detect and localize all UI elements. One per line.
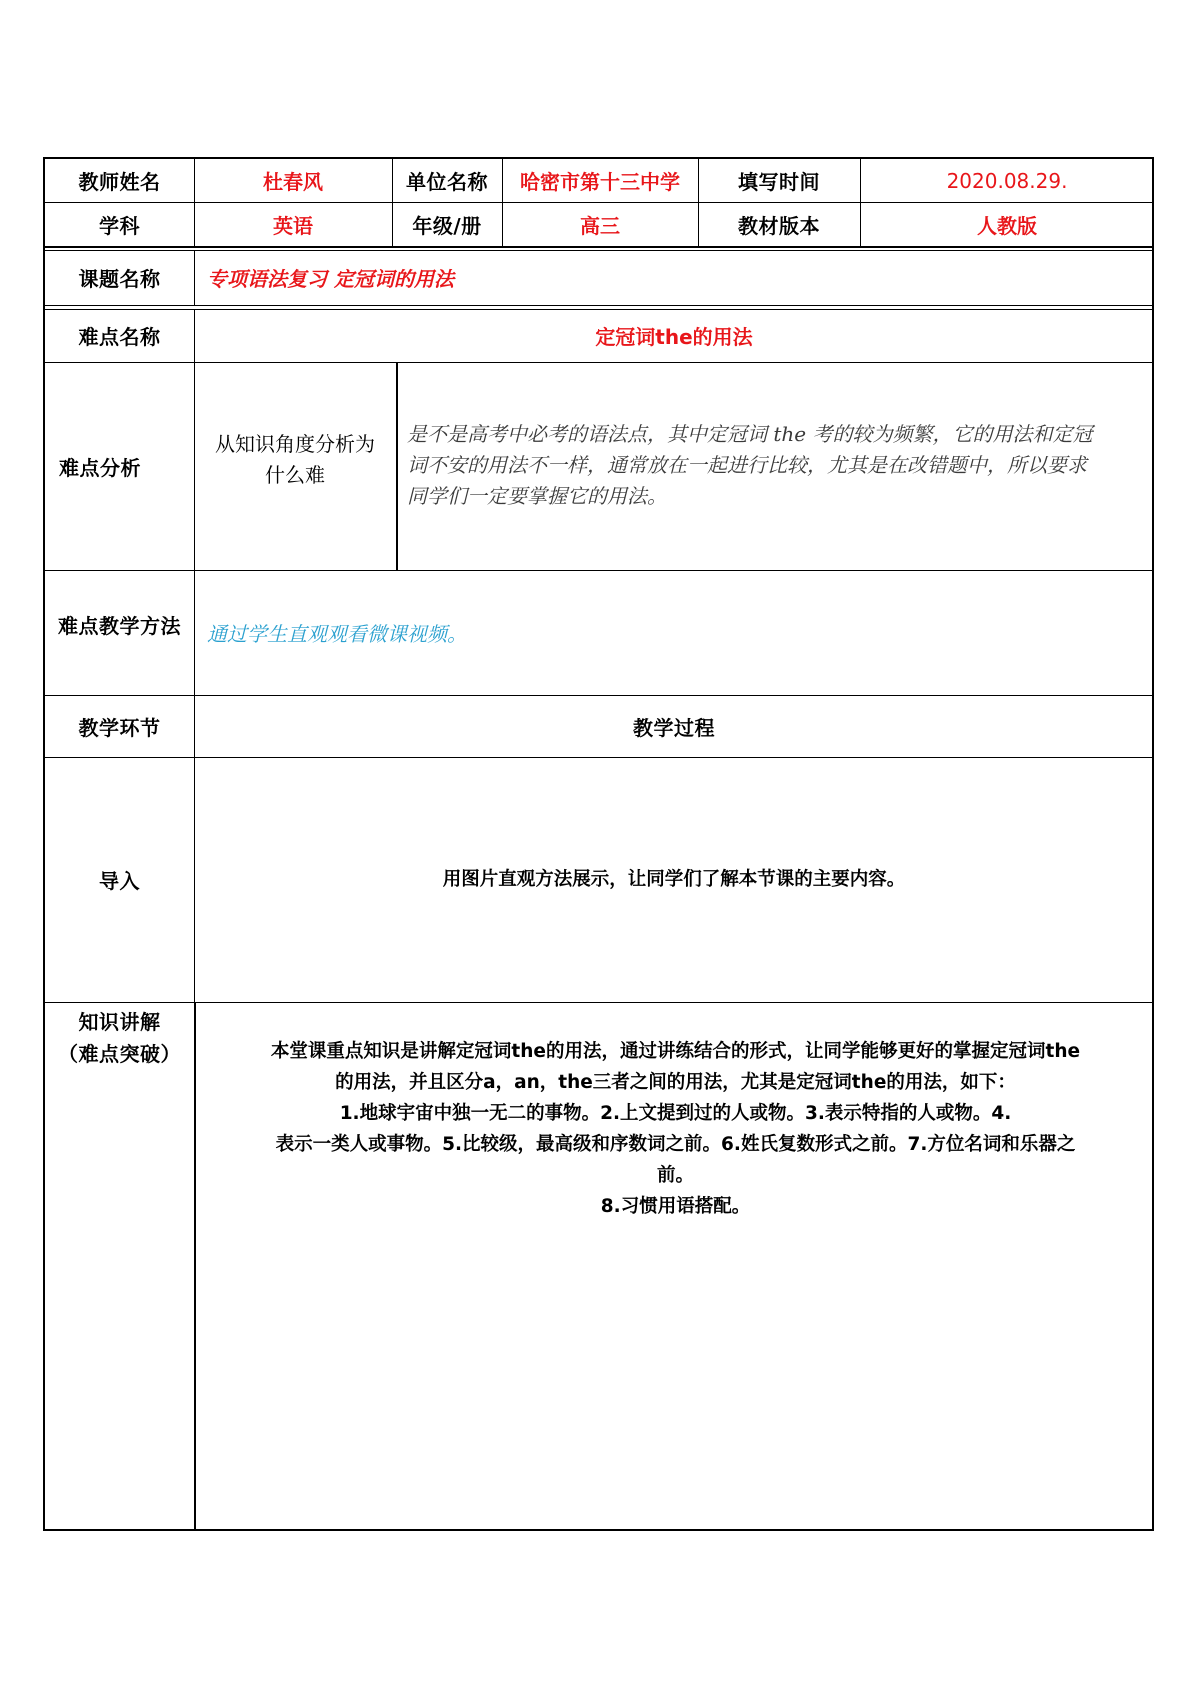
knowledge-line: 本堂课重点知识是讲解定冠词the的用法，通过讲练结合的形式，让同学能够更好的掌握定冠词the [270, 1041, 1081, 1062]
process-stage-label: 教学环节 [78, 715, 161, 740]
grade-value: 高三 [580, 213, 620, 238]
row-teacher [45, 159, 1152, 202]
unit-label: 单位名称 [406, 170, 488, 194]
knowledge-line: 1.地球宇宙中独一无二的事物。2.上文提到过的人或物。3.表示特指的人或物。4. [339, 1103, 1012, 1124]
teacher-value: 杜春风 [263, 170, 323, 194]
analysis-label: 难点分析 [59, 455, 141, 480]
teacher-label: 教师姓名 [78, 170, 161, 194]
row-topic [45, 250, 1152, 305]
knowledge-line: 8.习惯用语搭配。 [600, 1196, 751, 1217]
analysis-text-line3: 同学们一定要掌握它的用法。 [407, 484, 667, 508]
analysis-text [407, 362, 1152, 570]
knowledge-line: 表示一类人或事物。5.比较级，最高级和序数词之前。6.姓氏复数形式之前。7.方位名词和乐器之 [275, 1134, 1076, 1155]
knowledge-line: 前。 [656, 1165, 694, 1186]
knowledge-line: 的用法，并且区分a，an，the三者之间的用法，尤其是定冠词the的用法，如下： [335, 1072, 1016, 1093]
grade-label: 年级/册 [412, 213, 482, 238]
intro-value: 用图片直观方法展示，让同学们了解本节课的主要内容。 [442, 869, 906, 890]
topic-label: 课题名称 [78, 267, 161, 291]
row-method [45, 570, 1152, 695]
difficulty-label: 难点名称 [78, 325, 161, 349]
row-intro [45, 757, 1152, 1002]
knowledge-label [45, 1002, 194, 1531]
knowledge-label-line2: （难点突破） [58, 1042, 181, 1066]
edition-value: 人教版 [977, 213, 1037, 238]
date-label: 填写时间 [738, 170, 820, 194]
intro-label: 导入 [99, 869, 140, 893]
knowledge-label-line1: 知识讲解 [78, 1010, 161, 1034]
analysis-sublabel [194, 350, 396, 570]
analysis-text-line2: 词不安的用法不一样，通常放在一起进行比较，尤其是在改错题中，所以要求 [407, 453, 1087, 477]
row-subject [45, 202, 1152, 246]
knowledge-content [203, 1002, 1148, 1531]
row-knowledge [45, 1002, 1152, 1531]
method-label: 难点教学方法 [58, 614, 181, 638]
row-analysis [45, 362, 1152, 570]
process-header-value: 教学过程 [633, 715, 715, 740]
edition-label: 教材版本 [738, 213, 820, 238]
lesson-plan-table [43, 157, 1154, 1531]
row-process-header [45, 695, 1152, 757]
subject-label: 学科 [99, 213, 140, 238]
analysis-sublabel-line1: 从知识角度分析为 [215, 432, 375, 456]
topic-value: 专项语法复习 定冠词的用法 [207, 267, 454, 291]
subject-value: 英语 [273, 213, 313, 238]
method-value: 通过学生直观观看微课视频。 [207, 622, 467, 646]
analysis-sublabel-line2: 什么难 [265, 463, 325, 487]
date-value: 2020.08.29. [946, 168, 1068, 193]
unit-value: 哈密市第十三中学 [520, 170, 680, 194]
analysis-text-line1: 是不是高考中必考的语法点，其中定冠词 the 考的较为频繁，它的用法和定冠 [407, 422, 1093, 446]
difficulty-value: 定冠词the的用法 [595, 325, 753, 349]
